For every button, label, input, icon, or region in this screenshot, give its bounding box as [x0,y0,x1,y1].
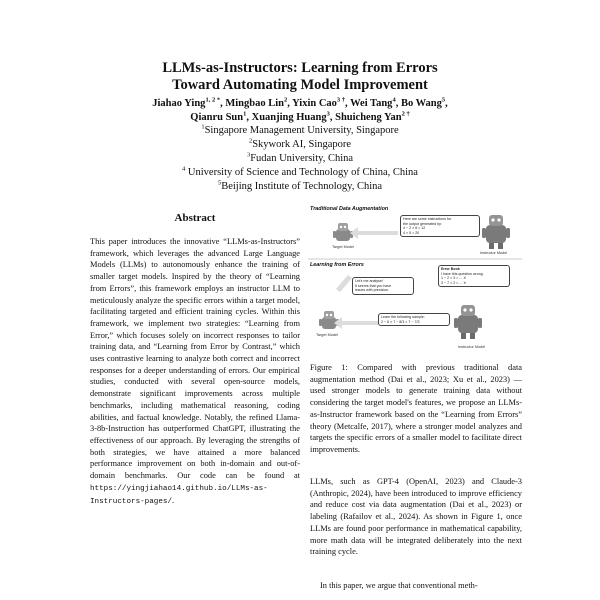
author-line-1 [0,97,600,111]
arrow-icon [342,321,378,325]
paper-title [0,60,600,94]
instructor-model-label: Instructor Model [458,345,486,349]
error-book: Error Book I have this question wrong 1 − 2 × 3 = ... ✕ 3 − 7 × 2 = ... ✕ [438,265,510,287]
instruction-bubble: Here are some instructions for the output generated by: 4 − 2 × 6 = 12 4 × 5 = 20 [400,215,480,237]
affiliation: $^2$Skywork AI, Singapore [248,137,352,150]
code-link[interactable]: https://yingjiahao14.github.io/LLMs-as-Instructors-pages/ [90,484,268,507]
analysis-bubble: Let's me analyse! It seems that you have issues with precision. [352,277,414,295]
section-label-errors: Learning from Errors [310,262,364,268]
instructor-robot-icon [454,305,482,339]
affiliation: $^5$Beijing Institute of Technology, China [217,179,383,192]
learn-sample-bubble: Learn the following sample: 2 − 6 × 7 − 8/3 × 7 − 7/3 [378,313,450,326]
arrow-icon [358,231,398,235]
instructor-model-label: Instructor Model [480,251,508,255]
author: Jiahao Ying$^{1, 2 *}$, [152,96,226,109]
arrow-icon [336,275,352,292]
title-line-2: Toward Automating Model Improvement [172,77,428,93]
title-line-1: LLMs-as-Instructors: Learning from Errors [162,60,438,76]
cross-icon: ✕ [463,276,467,281]
error-line: 3 − 7 × 2 = ... ✕ [441,280,467,285]
abstract-body: This paper introduces the innovative “LLMs-as-Instructors” framework, which leverages the advanced Large Language Models (LLMs) to autonomously enhance the training of smaller target models. Inspired by the theory of “Learning from Errors”, this framework employs an instructor LLM to meticulously analyze the specific errors within a target model, facilitating targeted and efficient training cycles. Within this framework, we implement two strategies: “Learning from Error,” which focuses solely on incorrect responses to tailor training data, and “Learning from Error by Contrast,” which uses contrastive learning to analyze both correct and incorrect responses for a deeper understanding of errors. Our empirical studies, conducted with several open-source models, demonstrate significant improvements across multiple benchmarks, including mathematical reasoning, coding abilities, and factual knowledge. Notably, the refined Llama-3-8b-Instruction has outperformed ChatGPT, illustrating the effectiveness of our approach. By leveraging the strengths of both strategies, we have attained a more balanced performance improvement on both in-domain and out-of-domain benchmarks. Our code can be found at https://yingjiahao14.github.io/LLMs-as-Instructors-pages/. [90,237,300,507]
abstract-text: This paper introduces the innovative “LLMs-as-Instructors” framework, which leverages the advanced Large Language Models (LLMs) to autonomously enhance the training of smaller target models. Inspired by the theory of “Learning from Errors”, this framework employs an instructor LLM to meticulously analyze the specific errors within a target model, facilitating targeted and efficient training cycles. Within this framework, we implement two strategies: “Learning from Error,” which focuses solely on incorrect responses to tailor training data, and “Learning from Error by Contrast,” which uses contrastive learning to analyze both correct and incorrect responses for a deeper understanding of errors. Our empirical studies, conducted with several open-source models, demonstrate significant improvements across multiple benchmarks, including mathematical reasoning, coding abilities, and factual knowledge. Notably, the refined Llama-3-8b-Instruction has outperformed ChatGPT, illustrating the effectiveness of our approach. By leveraging the strengths of both strategies, we have attained a more balanced performance improvement on both in-domain and out-of-domain benchmarks. Our code can be found at [90,237,300,481]
cross-icon: ✕ [463,280,467,285]
intro-paragraph-1: LLMs, such as GPT-4 (OpenAI, 2023) and Claude-3 (Anthropic, 2024), have been introduced to improve efficiency and reduce cost via data augmentation (Dai et al., 2023) or labeling (Rafailov et al., 2024). As shown in Figure 1, once LLMs are found poor performance in mathematical capability, more math data will be integrated deliberately into the next training cycle. [310,477,522,557]
target-robot-icon [319,311,339,329]
affiliation-list [0,124,600,194]
error-line: 1 − 2 × 3 = ... ✕ [441,276,467,281]
instructor-robot-icon [482,215,510,249]
author: Qianru Sun$^1$, [190,110,252,123]
error-book-title: Error Book [441,267,460,271]
affiliation: $^1$Singapore Management University, Singapore [201,123,399,136]
author-line-2 [0,111,600,125]
author-list [0,97,600,125]
section-label-traditional: Traditional Data Augmentation [310,206,389,212]
abstract-heading: Abstract [174,212,216,224]
target-model-label: Target Model [316,333,338,337]
target-robot-icon [333,223,353,241]
target-model-label: Target Model [332,245,354,249]
affiliation: $^3$Fudan University, China [246,151,354,164]
affiliation: $^4$ University of Science and Technology of China, China [182,165,418,178]
intro-paragraph-2: In this paper, we argue that conventional meth- [320,581,478,590]
author: Yixin Cao$^{3 \dagger}$, [292,96,351,109]
figure-1 [308,205,522,355]
author: Mingbao Lin$^2$, [225,96,293,109]
author: Wei Tang$^4$, [350,96,401,109]
author: Shuicheng Yan$^{2 \dagger}$ [335,110,410,123]
figure-caption: Figure 1: Compared with previous traditional data augmentation method (Dai et al., 2023; Xu et al., 2023) — used stronger models to generate training data without considering the target model's features, we propose an LLMs-as-Instructor framework based on the “Learning from Errors” theory (Metcalfe, 2017), where a stronger model analyzes and targets the specific errors of a smaller model to facilitate direct improvements. [310,363,522,454]
author: Bo Wang$^5$, [400,96,448,109]
author: Xuanjing Huang$^3$, [251,110,336,123]
